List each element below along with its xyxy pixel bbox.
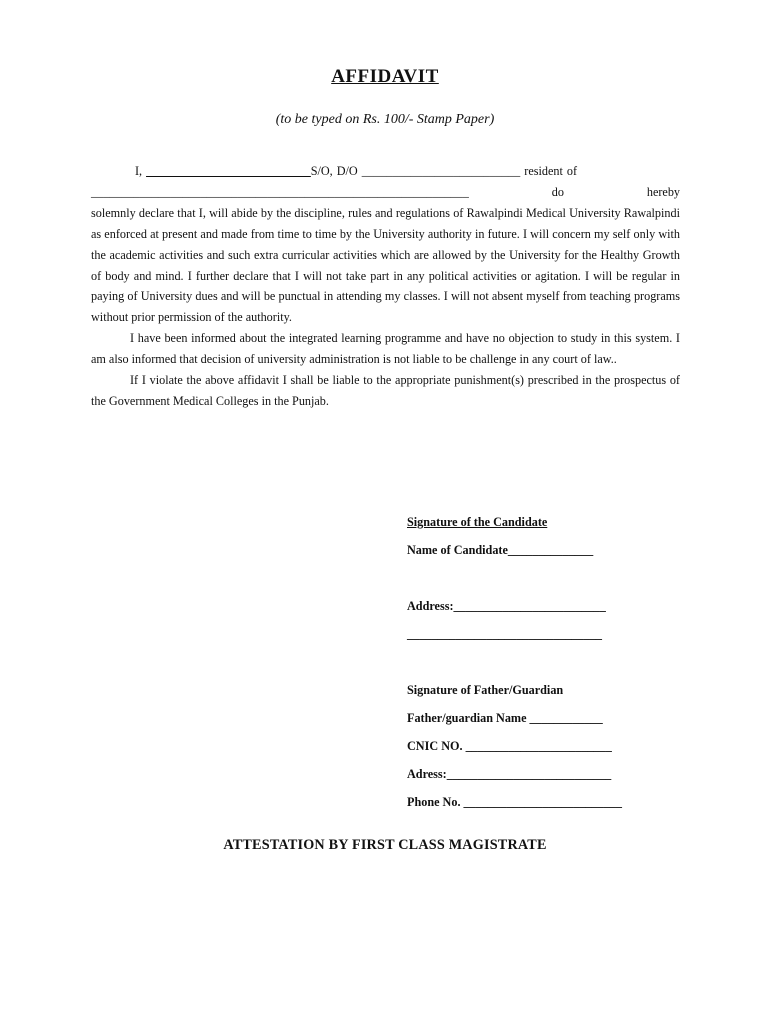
guardian-name-row — [407, 711, 603, 726]
resident-of-label: resident of — [524, 164, 578, 178]
declaration-line-2 — [91, 182, 680, 203]
candidate-address-blank[interactable]: _________________________ — [453, 599, 606, 613]
name-blank[interactable]: ___________________________ — [146, 164, 311, 178]
guardian-name-label: Father/guardian Name — [407, 711, 527, 725]
guardian-address-row — [407, 767, 611, 782]
declaration-prefix: I, — [135, 164, 143, 178]
candidate-address-blank-2[interactable]: ________________________________ — [407, 627, 602, 641]
candidate-address-row — [407, 599, 606, 614]
cnic-blank[interactable]: ________________________ — [465, 739, 612, 753]
paragraph-1: solemnly declare that I, will abide by the discipline, rules and regulations of Rawalpindi Medical University Rawalpindi as enforced at present and made from time to time by the University authority in future. I will concern my self only with the academic activities and such extra curricular activities which are allowed by the University for the Healthy Growth of body and mind. I further declare that I will not take part in any political activities or agitation. I will be regular in paying of University dues and will be punctual in attending my classes. I will not absent myself from teaching programs without prior permission of the authority. — [91, 205, 680, 325]
phone-label: Phone No. — [407, 795, 461, 809]
guardian-address-label: Adress: — [407, 767, 447, 781]
candidate-name-row — [407, 543, 593, 558]
so-do-label: S/O, D/O — [310, 164, 358, 178]
cnic-row — [407, 739, 612, 754]
page-subtitle: (to be typed on Rs. 100/- Stamp Paper) — [275, 112, 495, 127]
paragraph-3: If I violate the above affidavit I shall be liable to the appropriate punishment(s) prescribed in the prospectus of the Government Medical Colleges in the Punjab. — [91, 373, 680, 408]
phone-row — [407, 795, 622, 810]
hereby-label: hereby — [646, 184, 681, 199]
address-blank[interactable]: ______________________________________________________________ — [91, 184, 469, 199]
page-title: AFFIDAVIT — [331, 66, 439, 87]
candidate-signature-label: Signature of the Candidate — [407, 515, 548, 529]
declaration-line-1 — [91, 161, 680, 182]
declaration-body — [91, 161, 680, 412]
cnic-label: CNIC NO. — [407, 739, 463, 753]
candidate-name-blank[interactable]: ______________ — [507, 543, 594, 557]
candidate-name-label: Name of Candidate — [407, 543, 508, 557]
phone-blank[interactable]: __________________________ — [463, 795, 622, 809]
do-label: do — [551, 184, 564, 199]
guardian-signature-label: Signature of Father/Guardian — [407, 683, 564, 697]
candidate-address-label: Address: — [407, 599, 454, 613]
candidate-address-row-2 — [407, 627, 602, 642]
attestation-heading: ATTESTATION BY FIRST CLASS MAGISTRATE — [223, 837, 547, 853]
guardian-address-blank[interactable]: ___________________________ — [446, 767, 612, 781]
paragraph-2: I have been informed about the integrated learning programme and have no objection to study in this system. I am also informed that decision of university administration is not liable to be challenge in any court of law.. — [91, 331, 680, 367]
parent-blank[interactable]: __________________________ — [361, 164, 521, 178]
guardian-name-blank[interactable]: ____________ — [529, 711, 603, 725]
